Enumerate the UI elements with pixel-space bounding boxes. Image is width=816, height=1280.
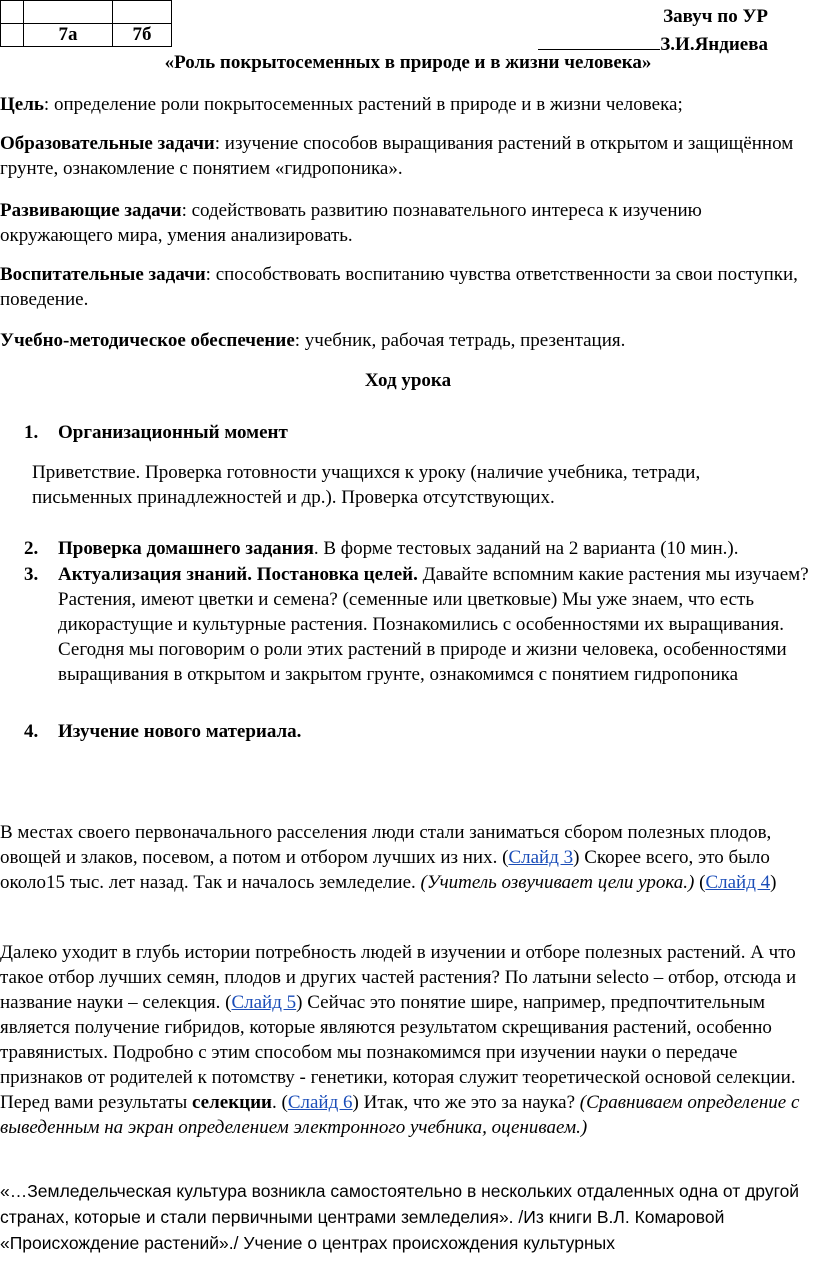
list-item-body <box>58 536 813 561</box>
teacher-note: (Сравниваем определение с выведенным на экран определением электронного учебника, оцениваем.) <box>0 1092 800 1138</box>
body-paragraph <box>0 820 800 895</box>
paragraph-text: ) Итак, что же это за наука? <box>352 1092 580 1113</box>
paragraph-text: ) <box>770 872 777 893</box>
list-item-number: 2. <box>24 538 39 559</box>
slide-6-link[interactable]: Слайд 6 <box>287 1092 353 1113</box>
bold-term: селекции <box>192 1092 272 1113</box>
organization-text: Приветствие. Проверка готовности учащихся к уроку (наличие учебника, тетради, письменных принадлежностей и др.). Проверка отсутствующих. <box>32 462 701 508</box>
goal-paragraph <box>0 92 800 117</box>
slide-5-link[interactable]: Слайд 5 <box>231 992 297 1013</box>
class-7b-cell: 7б <box>113 24 172 47</box>
body-paragraph <box>0 940 800 1140</box>
paragraph-text: Далеко уходит в глубь истории потребность людей в изучении и отборе полезных растений. А что такое отбор лучших семян, плодов и других частей растения? По латыни selecto – отбор, отсюда и название науки – селекция. ( <box>0 942 797 1013</box>
paragraph-text: ( <box>694 872 706 893</box>
goal-text: : определение роли покрытосеменных растений в природе и в жизни человека; <box>43 94 683 115</box>
paragraph-text: ) Скорее всего, это было около15 тыс. лет назад. Так и началось земледелие. <box>0 847 770 893</box>
paragraph-text: В местах своего первоначального расселения люди стали заниматься сбором полезных плодов, овощей и злаков, посевом, а потом и отбором лучших из них. ( <box>0 822 772 868</box>
paragraph-text: . ( <box>272 1092 288 1113</box>
upbringing-tasks-label: Воспитательные задачи <box>0 264 206 285</box>
list-item-title: Изучение нового материала. <box>58 721 302 742</box>
goal-label: Цель <box>0 94 44 115</box>
class-table-row <box>1 24 172 47</box>
materials-text: : учебник, рабочая тетрадь, презентация. <box>294 330 626 351</box>
paragraph-text: ) Сейчас это понятие шире, например, предпочтительным является получение гибридов, которые являются результатом скрещивания растений, особенно травянистых. Подробно с этим способом мы познакомимся при изучении науки о передаче признаков от родителей к потомству - генетики, которая служит теоретической основой селекции. Перед вами результаты <box>0 992 796 1113</box>
upbringing-tasks-text: : способствовать воспитанию чувства ответственности за свои поступки, поведение. <box>0 264 798 310</box>
class-table <box>0 0 172 47</box>
teacher-note: (Учитель озвучивает цели урока.) <box>420 872 695 893</box>
list-item-body <box>58 562 813 687</box>
table-cell <box>113 1 172 24</box>
document-title: «Роль покрытосеменных в природе и в жизни человека» <box>164 52 652 73</box>
list-item-number: 1. <box>24 422 39 443</box>
materials-paragraph <box>0 328 800 353</box>
developmental-tasks-label: Развивающие задачи <box>0 200 182 221</box>
table-cell <box>1 24 24 47</box>
lesson-heading: Ход урока <box>364 370 452 391</box>
signature-line <box>538 30 660 50</box>
educational-tasks-text: : изучение способов выращивания растений в открытом и защищённом грунте, ознакомление с понятием «гидропоника». <box>0 133 794 179</box>
developmental-tasks-text: : содействовать развитию познавательного интереса к изучению окружающего мира, умения анализировать. <box>0 200 702 246</box>
quote-paragraph: «…Земледельческая культура возникла самостоятельно в нескольких отдаленных одна от другой странах, которые и стали первичными центрами земледелия». /Из книги В.Л. Комаровой «Происхождение растений»./ Учение о центрах происхождения культурных <box>0 1181 800 1253</box>
list-item-number: 3. <box>24 564 39 585</box>
slide-4-link[interactable]: Слайд 4 <box>705 872 771 893</box>
approval-name: З.И.Яндиева <box>660 34 768 55</box>
list-item-text: Давайте вспомним какие растения мы изучаем? Растения, имеют цветки и семена? (семенные или цветковые) Мы уже знаем, что есть дикорастущие и культурные растения. Познакомились с особенностями их выращивания. Сегодня мы поговорим о роли этих растений в природе и жизни человека, особенностями выращивания в открытом и закрытом грунте, ознакомимся с понятием гидропоника <box>58 564 809 685</box>
upbringing-tasks-paragraph <box>0 262 800 312</box>
list-item-text: . В форме тестовых заданий на 2 варианта (10 мин.). <box>313 538 739 559</box>
approval-title: Завуч по УР <box>663 6 768 27</box>
approval-block <box>538 4 768 58</box>
list-item-title: Актуализация знаний. Постановка целей. <box>58 564 418 585</box>
class-table-row <box>1 1 172 24</box>
developmental-tasks-paragraph <box>0 198 800 248</box>
list-item-title: Проверка домашнего задания <box>58 538 314 559</box>
table-cell <box>24 1 113 24</box>
list-item-title: Организационный момент <box>58 422 288 443</box>
list-item-number: 4. <box>24 721 39 742</box>
class-7a-cell: 7а <box>24 24 113 47</box>
materials-label: Учебно-методическое обеспечение <box>0 330 295 351</box>
educational-tasks-label: Образовательные задачи <box>0 133 215 154</box>
slide-3-link[interactable]: Слайд 3 <box>508 847 574 868</box>
table-cell <box>1 1 24 24</box>
educational-tasks-paragraph <box>0 131 800 181</box>
